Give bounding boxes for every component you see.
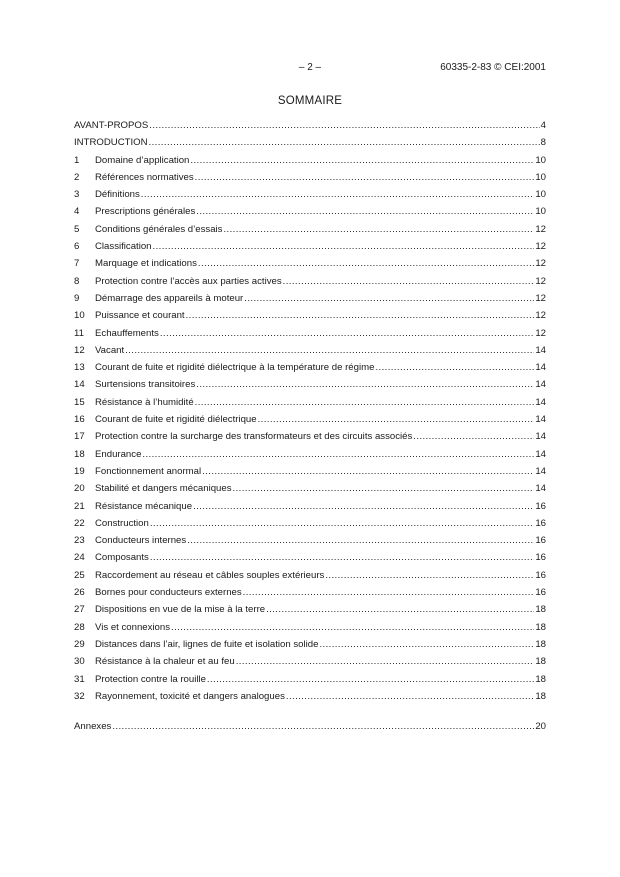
toc-entry[interactable]	[74, 273, 546, 290]
toc-entry-page: 12	[535, 223, 546, 235]
toc-entry-number: 16	[74, 414, 85, 426]
toc-entry-label: Fonctionnement anormal	[95, 465, 202, 477]
toc-entry-label: Construction	[95, 517, 149, 529]
toc-entry[interactable]	[74, 446, 546, 463]
toc-entry-label: Résistance mécanique	[95, 500, 193, 512]
toc-entry-number: 1	[74, 154, 80, 166]
toc-entry[interactable]	[74, 117, 546, 134]
toc-dot-leader	[112, 718, 534, 735]
toc-entry[interactable]	[74, 480, 546, 497]
toc-entry-label: Raccordement au réseau et câbles souples extérieurs	[95, 569, 325, 581]
toc-entry-page: 18	[535, 621, 546, 633]
toc-entry-page: 18	[535, 690, 546, 702]
toc-dot-leader	[171, 619, 534, 636]
toc-entry-label: Echauffements	[95, 327, 159, 339]
toc-entry-label: Rayonnement, toxicité et dangers analogues	[95, 690, 285, 702]
toc-entry-page: 18	[535, 604, 546, 616]
page-number: – 2 –	[298, 62, 322, 73]
toc-entry-page: 18	[535, 673, 546, 685]
toc-entry-page: 16	[535, 517, 546, 529]
toc-entry-number: 32	[74, 690, 85, 702]
toc-dot-leader	[236, 653, 535, 670]
toc-entry-number: 28	[74, 621, 85, 633]
toc-entry-page: 14	[535, 483, 546, 495]
toc-entry-annexes[interactable]	[74, 718, 546, 735]
toc-dot-leader	[325, 567, 534, 584]
toc-dot-leader	[160, 325, 535, 342]
toc-entry-label: Protection contre la surcharge des transformateurs et des circuits associés	[95, 431, 413, 443]
toc-entry-page: 12	[535, 327, 546, 339]
toc-dot-leader	[196, 376, 534, 393]
toc-entry-page: 10	[535, 171, 546, 183]
toc-dot-leader	[193, 498, 534, 515]
toc-dot-leader	[207, 671, 534, 688]
toc-entry-page: 12	[535, 258, 546, 270]
toc-entry-number: 17	[74, 431, 85, 443]
toc-entry-page: 12	[535, 310, 546, 322]
toc-dot-leader	[319, 636, 534, 653]
toc-entry-page: 14	[535, 344, 546, 356]
toc-dot-leader	[413, 428, 534, 445]
toc-entry[interactable]	[74, 290, 546, 307]
toc-entry-page: 16	[535, 535, 546, 547]
toc-entry-page: 18	[535, 638, 546, 650]
toc-dot-leader	[125, 342, 534, 359]
toc-entry-number: 2	[74, 171, 80, 183]
toc-entry-number: 9	[74, 292, 80, 304]
toc-entry-label: Résistance à l’humidité	[95, 396, 194, 408]
toc-entry-label: Courant de fuite et rigidité diélectrique	[95, 414, 257, 426]
toc-entry-number: 11	[74, 327, 84, 339]
toc-entry-number: 20	[74, 483, 85, 495]
toc-entry-label: Composants	[95, 552, 149, 564]
toc-entry-number: 13	[74, 362, 85, 374]
toc-entry-page: 12	[535, 241, 546, 253]
toc-dot-leader	[233, 480, 535, 497]
toc-entry-label: Dispositions en vue de la mise à la terre	[95, 604, 266, 616]
toc-dot-leader	[149, 134, 540, 151]
toc-entry-label: Références normatives	[95, 171, 194, 183]
toc-entry-page: 4	[540, 120, 546, 131]
toc-entry-page: 16	[535, 552, 546, 564]
toc-entry-page: 18	[535, 656, 546, 668]
toc-entry[interactable]	[74, 515, 546, 532]
toc-dot-leader	[150, 549, 534, 566]
toc-entry-number: 26	[74, 587, 85, 599]
toc-entry-number: 4	[74, 206, 80, 218]
toc-entry-page: 16	[535, 587, 546, 599]
toc-entry[interactable]	[74, 653, 546, 670]
toc-entry[interactable]	[74, 498, 546, 515]
page-title: SOMMAIRE	[277, 95, 343, 107]
toc-entry-page: 14	[535, 431, 546, 443]
toc-entry-number: 18	[74, 448, 85, 460]
document-reference: 60335-2-83 © CEI:2001	[440, 62, 546, 73]
toc-entry[interactable]	[74, 186, 546, 203]
toc-dot-leader	[153, 238, 535, 255]
toc-entry-label: Vacant	[95, 344, 125, 356]
toc-dot-leader	[202, 463, 534, 480]
toc-entry-label: Puissance et courant	[95, 310, 185, 322]
toc-entry[interactable]	[74, 134, 546, 151]
toc-entry-label: Domaine d’application	[95, 154, 190, 166]
toc-entry-number: 10	[74, 310, 85, 322]
toc-entry-page: 14	[535, 465, 546, 477]
toc-entry[interactable]	[74, 221, 546, 238]
toc-entry[interactable]	[74, 359, 546, 376]
toc-entry-label: Endurance	[95, 448, 142, 460]
toc-entry-label: Vis et connexions	[95, 621, 171, 633]
toc-entry[interactable]	[74, 619, 546, 636]
toc-entry[interactable]	[74, 411, 546, 428]
toc-entry[interactable]	[74, 203, 546, 220]
toc-entry-label: Conducteurs internes	[95, 535, 187, 547]
toc-entry-label: Protection contre l’accès aux parties actives	[95, 275, 282, 287]
toc-entry[interactable]	[74, 463, 546, 480]
toc-dot-leader	[142, 446, 534, 463]
toc-entry-page: 14	[535, 414, 546, 426]
toc-dot-leader	[186, 307, 535, 324]
toc-entry[interactable]	[74, 307, 546, 324]
toc-dot-leader	[150, 515, 534, 532]
toc-dot-leader	[195, 394, 535, 411]
toc-entry-page: 10	[535, 206, 546, 218]
toc-dot-leader	[244, 290, 534, 307]
toc-dot-leader	[223, 221, 534, 238]
toc-entry-page: 16	[535, 500, 546, 512]
toc-entry-page: 12	[535, 275, 546, 287]
toc-entry-label: Bornes pour conducteurs externes	[95, 587, 242, 599]
toc-entry[interactable]	[74, 532, 546, 549]
toc-entry-number: 22	[74, 517, 85, 529]
toc-entry[interactable]	[74, 255, 546, 272]
toc-entry-label: Prescriptions générales	[95, 206, 196, 218]
toc-entry-number: 24	[74, 552, 85, 564]
toc-entry-page: 16	[535, 569, 546, 581]
toc-entry[interactable]	[74, 549, 546, 566]
toc-entry[interactable]	[74, 636, 546, 653]
toc-entry[interactable]	[74, 342, 546, 359]
toc-dot-leader	[187, 532, 534, 549]
toc-entry[interactable]	[74, 376, 546, 393]
toc-dot-leader	[375, 359, 534, 376]
toc-dot-leader	[243, 584, 535, 601]
toc-entry[interactable]	[74, 325, 546, 342]
annex-section	[74, 718, 546, 735]
toc-entry-number: 27	[74, 604, 85, 616]
toc-entry-label: Définitions	[95, 189, 140, 201]
toc-dot-leader	[286, 688, 534, 705]
toc-entry[interactable]	[74, 169, 546, 186]
toc-entry-page: 14	[535, 379, 546, 391]
toc-entry-page: 8	[540, 137, 546, 149]
toc-entry-number: 3	[74, 189, 80, 201]
toc-entry-label: Stabilité et dangers mécaniques	[95, 483, 232, 495]
toc-entry-number: 15	[74, 396, 85, 408]
toc-entry-label: Protection contre la rouille	[95, 673, 206, 685]
toc-entry-page: 14	[535, 362, 546, 374]
toc-entry-label: AVANT-PROPOS	[74, 120, 149, 131]
toc-entry-page: 12	[535, 292, 546, 304]
toc-entry-label: Conditions générales d’essais	[95, 223, 223, 235]
toc-entry-number: 29	[74, 638, 85, 650]
toc-entry-number: 12	[74, 344, 85, 356]
toc-entry-label: Distances dans l’air, lignes de fuite et isolation solide	[95, 638, 319, 650]
toc-entry-label: Surtensions transitoires	[95, 379, 196, 391]
toc-entry[interactable]	[74, 394, 546, 411]
toc-dot-leader	[258, 411, 535, 428]
toc-entry-number: 31	[74, 673, 85, 685]
toc-entry-page: 20	[535, 721, 546, 732]
toc-dot-leader	[190, 152, 534, 169]
toc-entry-number: 19	[74, 465, 85, 477]
toc-entry-label: Résistance à la chaleur et au feu	[95, 656, 235, 668]
toc-entry[interactable]	[74, 671, 546, 688]
toc-entry-page: 10	[535, 154, 546, 166]
toc-entry-label: INTRODUCTION	[74, 137, 148, 149]
toc-entry-label: Courant de fuite et rigidité diélectrique à la température de régime	[95, 362, 375, 374]
toc-entry-number: 25	[74, 569, 85, 581]
toc-dot-leader	[198, 255, 534, 272]
toc-entry-number: 23	[74, 535, 85, 547]
toc-entry-label: Marquage et indications	[95, 258, 197, 270]
page-header	[74, 62, 546, 76]
toc-entry-label: Classification	[95, 241, 152, 253]
toc-entry-number: 14	[74, 379, 85, 391]
toc-entry[interactable]	[74, 567, 546, 584]
toc-dot-leader	[141, 186, 535, 203]
toc-entry-label: Démarrage des appareils à moteur	[95, 292, 244, 304]
toc-entry[interactable]	[74, 238, 546, 255]
toc-entry[interactable]	[74, 688, 546, 705]
toc-dot-leader	[196, 203, 534, 220]
toc-entry-number: 8	[74, 275, 80, 287]
toc-entry-page: 10	[535, 189, 546, 201]
table-of-contents	[74, 117, 546, 705]
toc-entry[interactable]	[74, 601, 546, 618]
toc-entry[interactable]	[74, 428, 546, 445]
toc-dot-leader	[195, 169, 535, 186]
toc-dot-leader	[149, 117, 539, 134]
toc-dot-leader	[266, 601, 534, 618]
toc-entry-page: 14	[535, 448, 546, 460]
toc-entry-number: 5	[74, 223, 80, 235]
toc-entry-page: 14	[535, 396, 546, 408]
toc-dot-leader	[283, 273, 535, 290]
toc-entry-number: 6	[74, 241, 80, 253]
toc-entry[interactable]	[74, 152, 546, 169]
toc-entry-label: Annexes	[74, 721, 112, 732]
toc-entry-number: 30	[74, 656, 85, 668]
toc-entry-number: 21	[74, 500, 85, 512]
toc-entry-number: 7	[74, 258, 80, 270]
toc-entry[interactable]	[74, 584, 546, 601]
